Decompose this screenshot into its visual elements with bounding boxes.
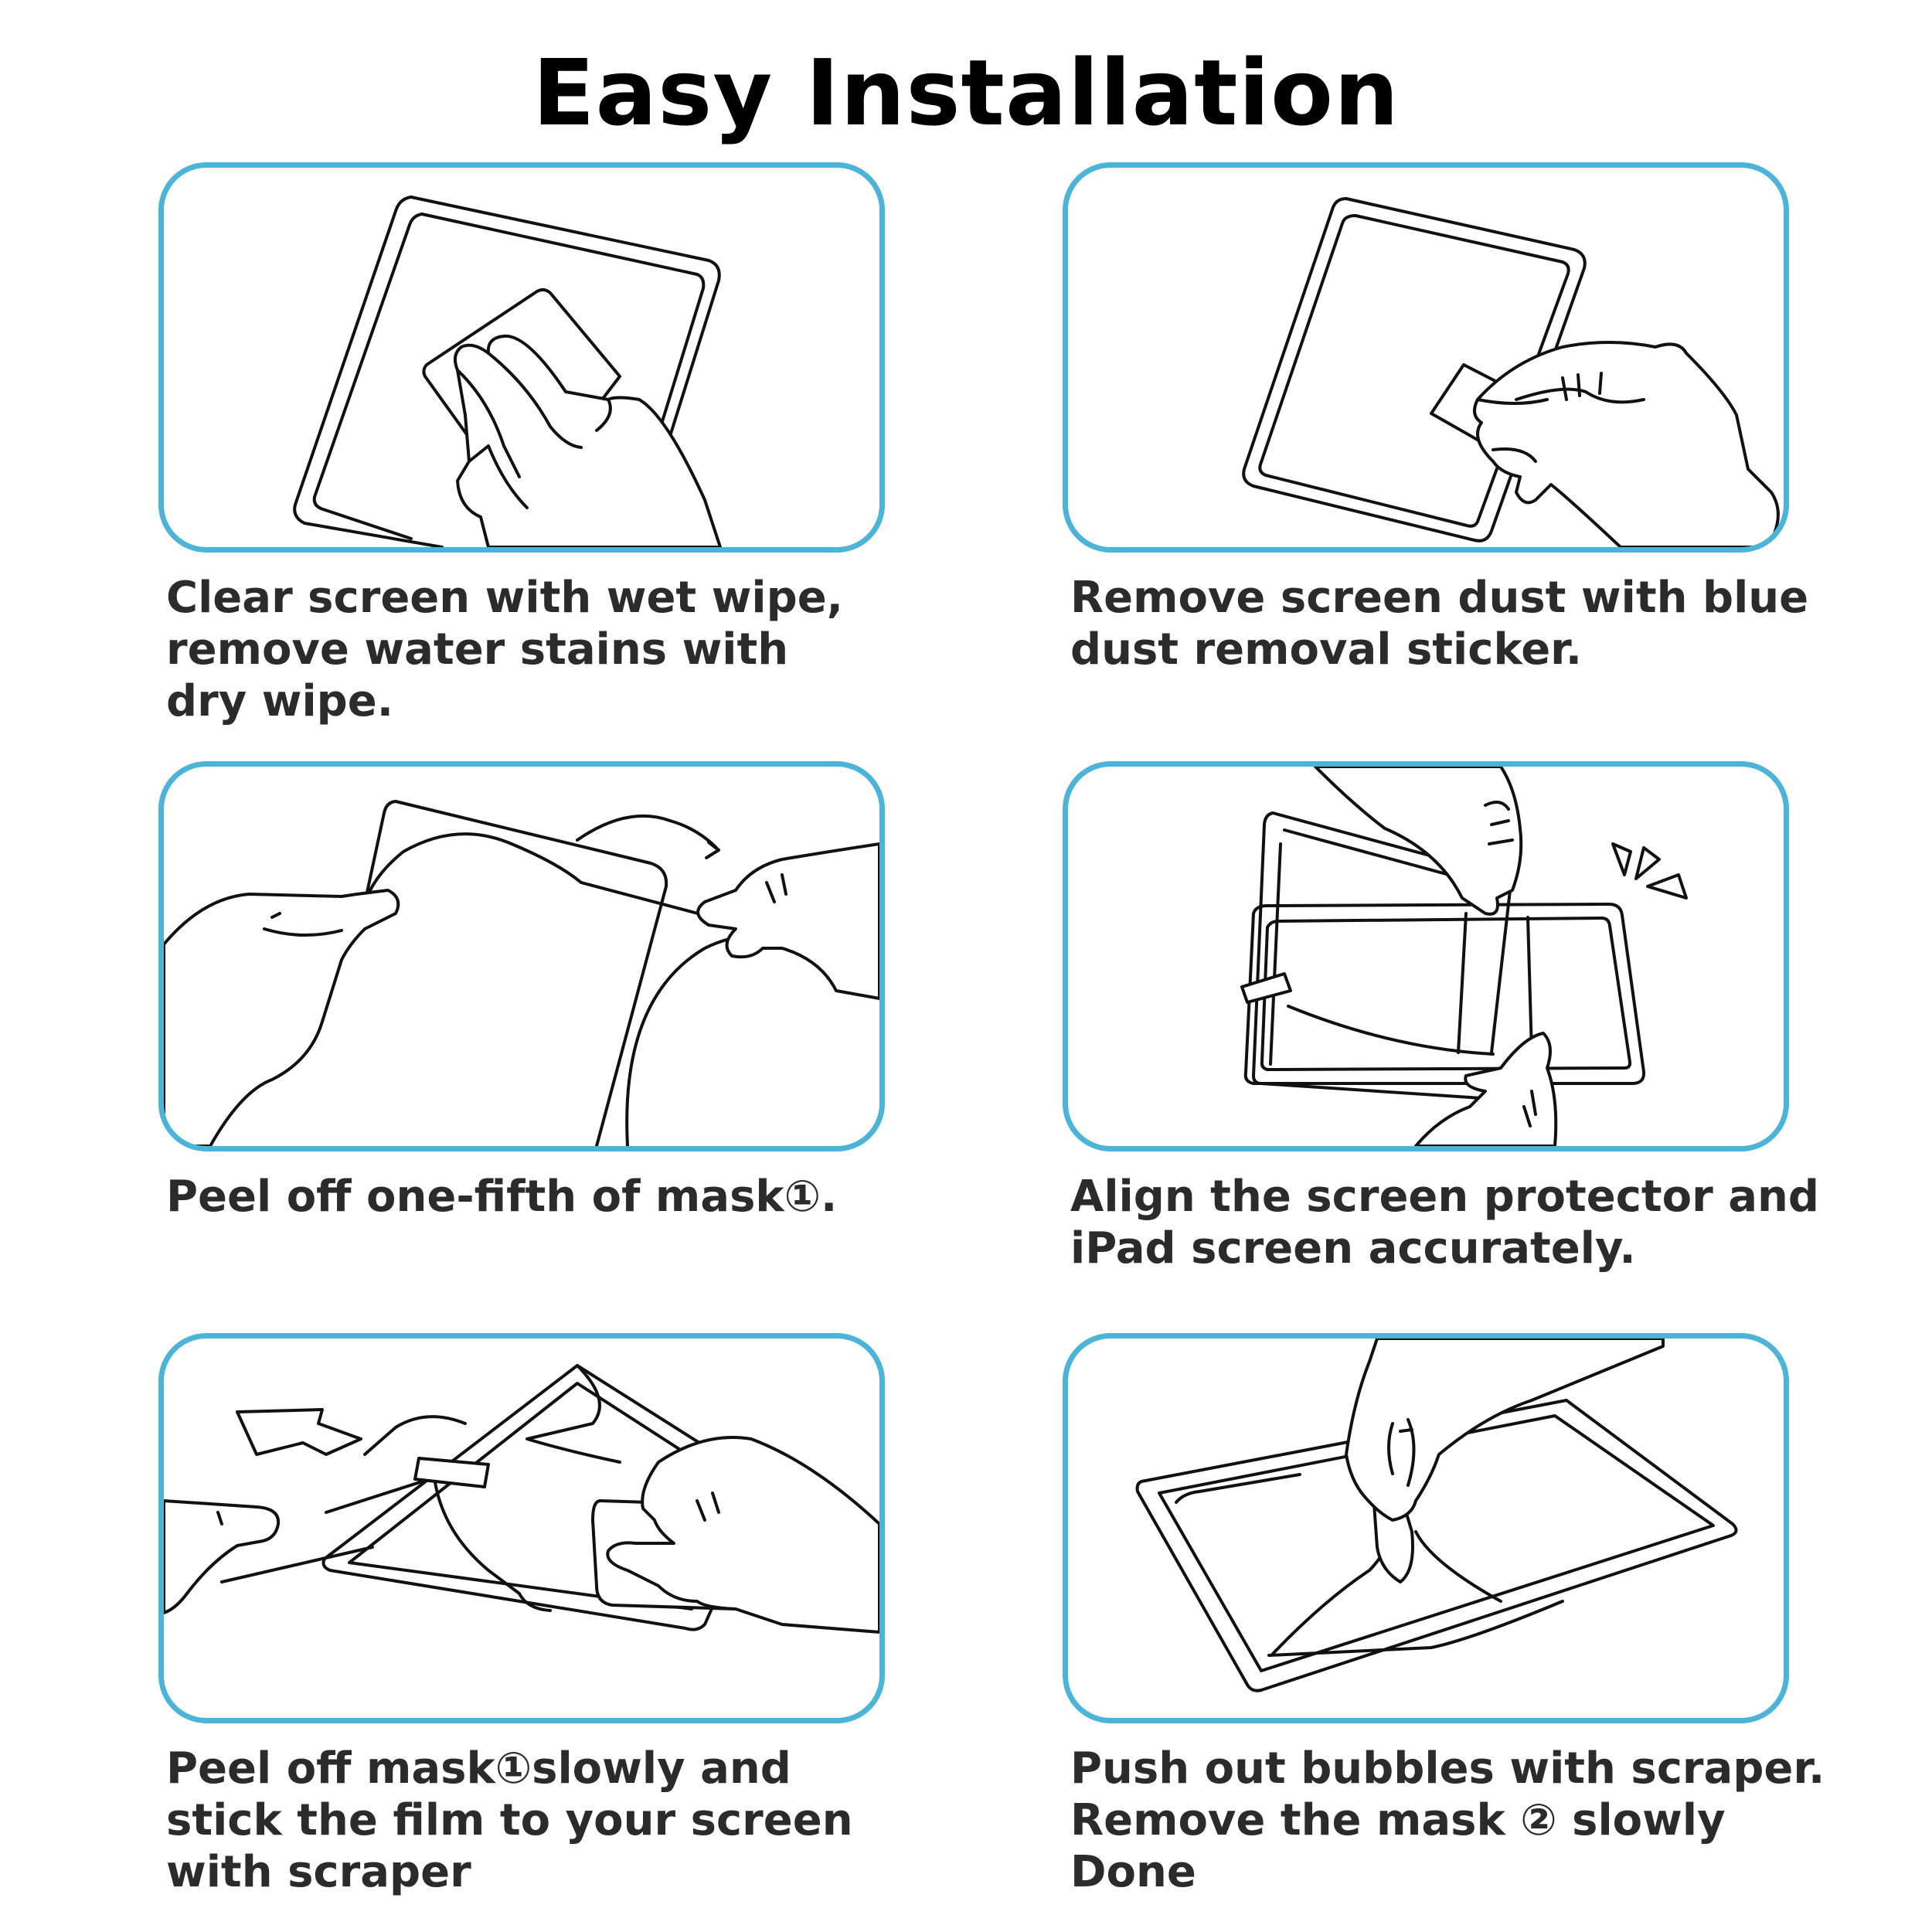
wipe-screen-icon (164, 168, 879, 547)
step-6-frame (1063, 1333, 1789, 1723)
peel-mask-icon (164, 767, 879, 1146)
step-4-frame (1063, 761, 1789, 1151)
step-4-caption: Align the screen protector and iPad screen accurately. (1070, 1172, 1819, 1274)
align-protector-icon (1068, 767, 1784, 1146)
dust-sticker-icon (1068, 168, 1784, 547)
page-title: Easy Installation (532, 39, 1400, 146)
step-2-frame (1063, 162, 1789, 553)
push-bubbles-icon (1068, 1338, 1784, 1718)
step-3-caption: Peel off one-fifth of mask①. (166, 1172, 838, 1222)
step-5-caption: Peel off mask①slowly and stick the film to your screen with scraper (166, 1743, 853, 1897)
scraper-stick-icon (164, 1338, 879, 1718)
step-6-caption: Push out bubbles with scraper. Remove the mask ② slowly Done (1070, 1743, 1825, 1897)
step-3-frame (158, 761, 885, 1151)
step-2-caption: Remove screen dust with blue dust removal sticker. (1070, 573, 1809, 675)
step-5-frame (158, 1333, 885, 1723)
step-1-caption: Clear screen with wet wipe, remove water stains with dry wipe. (166, 573, 843, 726)
step-1-frame (158, 162, 885, 553)
